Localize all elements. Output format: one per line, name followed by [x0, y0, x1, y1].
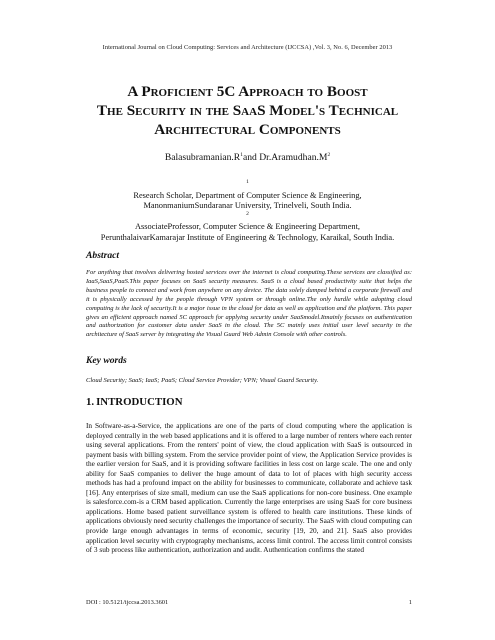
page-footer	[86, 599, 412, 606]
doi-text: DOI : 10.5121/ijccsa.2013.3601	[86, 599, 169, 606]
affiliation-2-line-2: PerunthalaivarKamarajar Institute of Engineering & Technology, Karaikal, South India.	[100, 232, 395, 242]
affiliation-2-mark: 2	[246, 210, 249, 217]
section-heading-introduction	[86, 396, 185, 408]
affiliation-1-line-1	[40, 180, 455, 201]
author-2-name: and Dr.Aramudhan.M	[242, 152, 328, 163]
introduction-text: In Software-as-a-Service, the applications are one of the parts of cloud computing where the application is deployed centrally in the web based applications and it is offered to a large number of renters where each renter using several applications. From the renters' point of view, the cloud application with SaaS is outsourced in payment basis with billing system. From the service provider point of view, the Application Service provides is the earlier version for SaaS, and it is providing software facilities in less cost on large scale. The one and only ability for SaaS companies to deliver the huge amount of data to lot of places with high security access methods has had a profound impact on the ability for businesses to communicate, collaborate and achieve task [16]. Any enterprises of size small, medium can use the SaaS applications for non-core business. One example is salesforce.com-is a CRM based application. Currently the large enterprises are using SaaS for core business applications. Home based patient surveillance system is offered to health care institutions. These kinds of applications obviously need security challenges the importance of security. The SaaS with cloud computing can provide large enough advantages in terms of economic, security [19, 20, and 21]. SaaS also provides application level security with cryptography mechanisms, access limit control. The access limit control consists of 3 sub process like authentication, authorization and audit. Authentication confirms the stated	[86, 421, 412, 555]
title-line-2: The Security in the SaaS Model's Technical	[96, 102, 399, 119]
affiliation-1-mark: 1	[246, 179, 249, 186]
paper-title	[60, 82, 435, 139]
keywords-heading: Key words	[86, 355, 127, 366]
affiliation-1-line-2: ManonmaniumSundaranar University, Trinelveli, South India.	[143, 201, 352, 211]
affiliation-2-text: AssociateProfessor, Computer Science & Engineering Department,	[134, 222, 361, 232]
page-number: 1	[408, 599, 412, 606]
abstract-text: For anything that involves delivering hosted services over the internet is cloud computing.These services are classified as: IaaS,SaaS,PaaS.This paper focuses on SaaS security measures. SaaS is a cloud based productivity suite that helps the business people to connect and work from anywhere on any device. The data solely dumped behind a corporate firewall and it is physically accessed by the people through VPN system or through online.The only hurdle while adopting cloud computing is the lack of security.It is a major issue in the cloud for data as well as application and the platform. This paper gives an efficient approach named 5C approach for applying security under SaaSmodel.Itmainly focuses on authentication and authorization for customer data under SaaS in the cloud. The 5C mainly uses initial user level security in the architecture of SaaS server by integrating the Visual Guard Web Admin Console with other controls.	[86, 269, 412, 339]
section-title: INTRODUCTION	[96, 396, 183, 408]
author-2-mark: 2	[327, 151, 331, 158]
title-line-1: A Proficient 5C Approach to Boost	[127, 83, 368, 100]
title-line-3: Architectural Components	[154, 121, 341, 138]
affiliations	[40, 180, 455, 244]
author-1-name: Balasubramanian.R	[164, 152, 241, 163]
keywords-text: Cloud Security; SaaS; IaaS; PaaS; Cloud Service Provider; VPN; Visual Guard Security.	[86, 377, 319, 384]
affiliation-2-line-1	[40, 212, 455, 233]
abstract-heading: Abstract	[86, 250, 120, 261]
section-number: 1.	[86, 396, 95, 408]
author-list	[40, 152, 455, 163]
affiliation-1-text: Research Scholar, Department of Computer Science & Engineering,	[133, 190, 362, 200]
running-header: International Journal on Cloud Computing: Services and Architecture (IJCCSA) ,Vol. 3, No. 6, December 2013	[102, 44, 393, 51]
author-1-mark: 1	[240, 151, 243, 158]
